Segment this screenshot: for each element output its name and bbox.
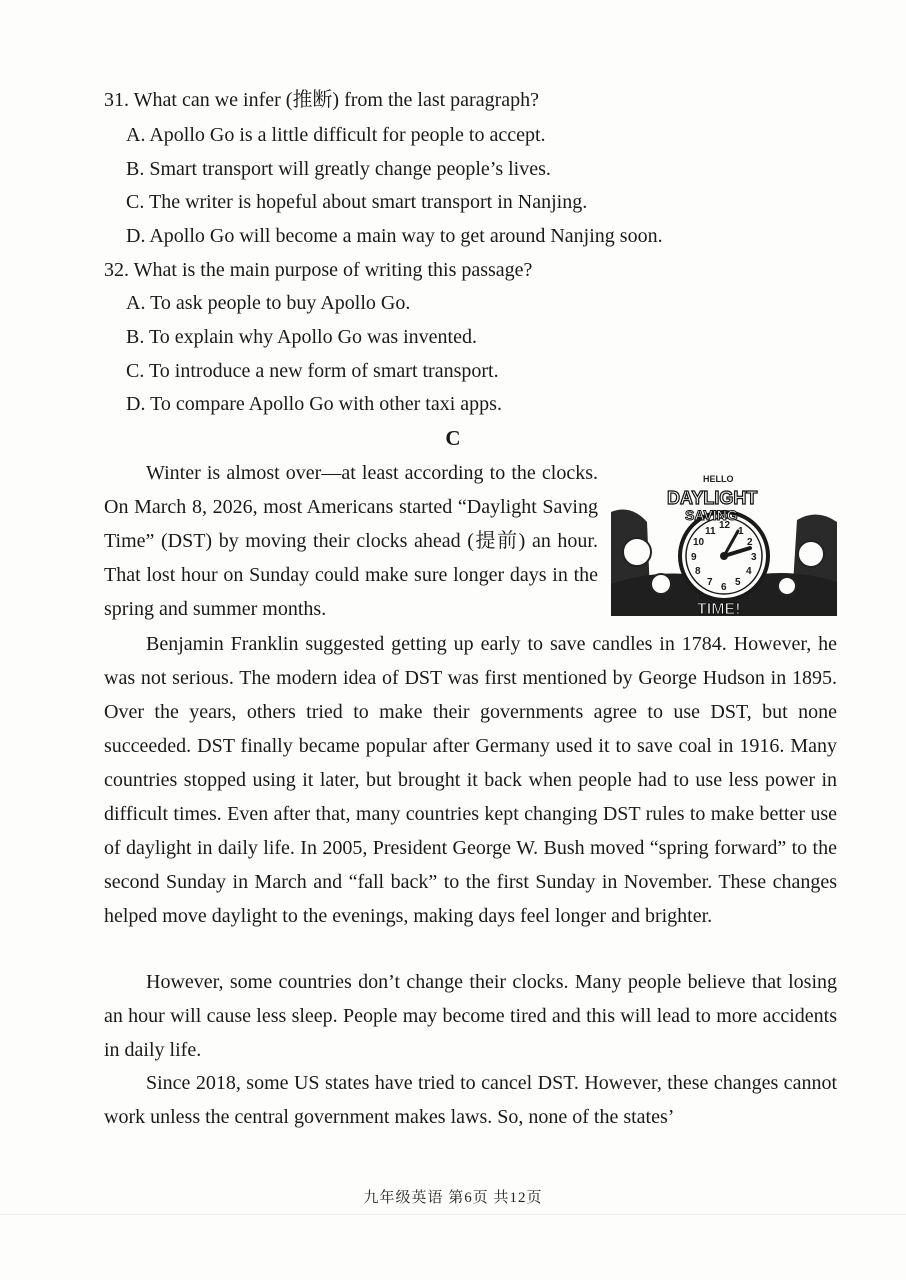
section-title: C [445, 426, 461, 450]
question-32-option-d: D. To compare Apollo Go with other taxi apps. [126, 393, 502, 415]
svg-text:6: 6 [721, 582, 727, 593]
page-footer: 九年级英语 第6页 共12页 [363, 1190, 543, 1206]
body-paragraph-1 [104, 627, 837, 933]
bottom-divider [0, 1214, 906, 1215]
question-32-option-a: A. To ask people to buy Apollo Go. [126, 292, 411, 314]
svg-text:7: 7 [707, 577, 713, 588]
svg-text:5: 5 [735, 577, 741, 588]
picture-saving: SAVING [685, 507, 738, 523]
picture-hello: HELLO [703, 474, 734, 484]
question-32-stem: 32. What is the main purpose of writing this passage? [104, 259, 533, 281]
svg-text:3: 3 [751, 552, 757, 563]
svg-text:8: 8 [695, 566, 701, 577]
svg-text:2: 2 [747, 537, 753, 548]
svg-text:9: 9 [691, 552, 697, 563]
svg-text:11: 11 [705, 526, 716, 537]
body-paragraph-3-text: Since 2018, some US states have tried to cancel DST. However, these changes cannot work unless the central government makes laws. So, none of the states’ [104, 1072, 837, 1128]
question-31-option-d: D. Apollo Go will become a main way to get around Nanjing soon. [126, 225, 663, 247]
svg-text:4: 4 [746, 566, 752, 577]
svg-text:12: 12 [719, 520, 731, 531]
intro-text: Winter is almost over—at least according to the clocks. On March 8, 2026, most Americans started “Daylight Saving Time” (DST) by moving their clocks ahead (提前) an hour. That lost hour on Sunday could make sure longer days in the spring and summer months. [104, 462, 598, 620]
svg-text:10: 10 [693, 537, 705, 548]
body-paragraph-1-text: Benjamin Franklin suggested getting up early to save candles in 1784. However, he was not serious. The modern idea of DST was first mentioned by George Hudson in 1895. Over the years, others tried to make their governments agree to use DST, but none succeeded. DST finally became popular after Germany used it to save coal in 1916. Many countries stopped using it later, but brought it back when people had to use less power in difficult times. Even after that, many countries kept changing DST rules to make better use of daylight in daily life. In 2005, President George W. Bush moved “spring forward” to the second Sunday in March and “fall back” to the first Sunday in November. These changes helped move daylight to the evenings, making days feel longer and brighter. [104, 633, 837, 927]
question-31-option-c: C. The writer is hopeful about smart transport in Nanjing. [126, 191, 588, 213]
body-paragraph-2 [104, 965, 837, 1067]
picture-time: TIME! [697, 601, 741, 616]
picture-daylight: DAYLIGHT [667, 488, 758, 508]
body-paragraph-3 [104, 1066, 837, 1134]
daylight-saving-picture [611, 464, 837, 616]
svg-text:1: 1 [738, 526, 744, 537]
intro-paragraph [104, 456, 598, 626]
question-31-option-a: A. Apollo Go is a little difficult for people to accept. [126, 124, 546, 146]
question-32-option-c: C. To introduce a new form of smart transport. [126, 360, 499, 382]
question-32-option-b: B. To explain why Apollo Go was invented. [126, 326, 477, 348]
body-paragraph-2-text: However, some countries don’t change their clocks. Many people believe that losing an hour will cause less sleep. People may become tired and this will lead to more accidents in daily life. [104, 971, 837, 1061]
question-31-option-b: B. Smart transport will greatly change people’s lives. [126, 158, 551, 180]
question-31-stem: 31. What can we infer (推断) from the last paragraph? [104, 89, 540, 111]
